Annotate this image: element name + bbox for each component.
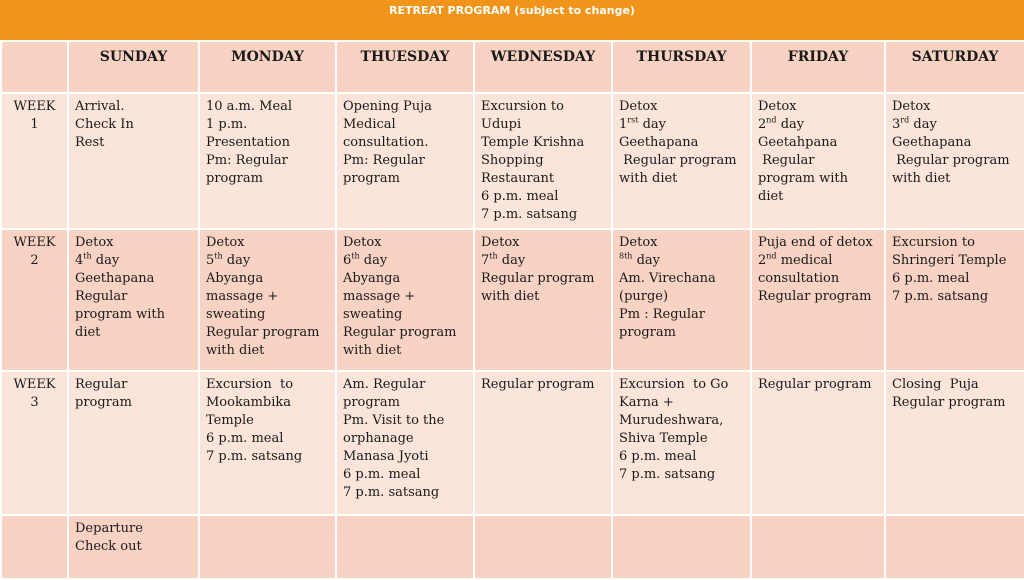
superscript: th bbox=[351, 251, 360, 261]
cell-text: Regular program bbox=[343, 325, 457, 340]
cell-line bbox=[619, 394, 744, 412]
superscript: nd bbox=[766, 115, 777, 125]
cell-text: Departure bbox=[75, 521, 143, 536]
cell-line bbox=[343, 324, 467, 342]
cell-line bbox=[343, 288, 467, 306]
cell-line bbox=[75, 234, 192, 252]
cell-line bbox=[206, 288, 329, 306]
schedule-cell bbox=[612, 515, 751, 579]
cell-line bbox=[206, 430, 329, 448]
cell-text: 6 p.m. meal bbox=[206, 431, 284, 446]
cell-line bbox=[343, 412, 467, 430]
cell-text: Udupi bbox=[481, 117, 522, 132]
cell-text: Regular program bbox=[892, 395, 1006, 410]
cell-text: with diet bbox=[481, 289, 540, 304]
cell-line bbox=[619, 376, 744, 394]
schedule-cell bbox=[885, 229, 1024, 371]
cell-line bbox=[481, 134, 605, 152]
cell-text: with diet bbox=[619, 171, 678, 186]
cell-line bbox=[481, 376, 605, 394]
cell-line bbox=[619, 270, 744, 288]
schedule-cell bbox=[336, 515, 474, 579]
cell-text: (purge) bbox=[619, 289, 669, 304]
cell-text: sweating bbox=[343, 307, 403, 322]
cell-line bbox=[206, 116, 329, 134]
cell-line bbox=[619, 448, 744, 466]
cell-line bbox=[619, 324, 744, 342]
cell-text: Regular program bbox=[892, 153, 1010, 168]
cell-text: day bbox=[638, 117, 666, 132]
cell-text: Restaurant bbox=[481, 171, 555, 186]
cell-line bbox=[206, 234, 329, 252]
cell-text: Detox bbox=[619, 99, 658, 114]
cell-line bbox=[206, 412, 329, 430]
cell-text: day bbox=[222, 253, 251, 268]
cell-text: Shiva Temple bbox=[619, 431, 708, 446]
cell-line bbox=[343, 270, 467, 288]
cell-line bbox=[343, 466, 467, 484]
day-header: SATURDAY bbox=[885, 41, 1024, 93]
cell-text: Detox bbox=[619, 235, 658, 250]
cell-text: Puja end of detox bbox=[758, 235, 873, 250]
cell-line bbox=[892, 234, 1018, 252]
cell-line bbox=[75, 394, 192, 412]
cell-text: Detox bbox=[343, 235, 382, 250]
cell-line bbox=[206, 306, 329, 324]
cell-text: Closing Puja bbox=[892, 377, 979, 392]
cell-text: 7 p.m. satsang bbox=[343, 485, 440, 500]
cell-text: 6 p.m. meal bbox=[619, 449, 697, 464]
week-row bbox=[1, 371, 1024, 515]
cell-text: 3 bbox=[892, 117, 901, 132]
cell-text: Pm: Regular bbox=[206, 153, 288, 168]
day-header: SUNDAY bbox=[68, 41, 199, 93]
cell-text: 6 bbox=[343, 253, 352, 268]
schedule-cell bbox=[751, 93, 885, 229]
cell-line bbox=[758, 98, 878, 116]
schedule-cell bbox=[612, 93, 751, 229]
cell-text: Geethapana bbox=[75, 271, 155, 286]
cell-line bbox=[892, 288, 1018, 306]
cell-line bbox=[481, 288, 605, 306]
cell-text: Rest bbox=[75, 135, 105, 150]
cell-line bbox=[75, 306, 192, 324]
week-row bbox=[1, 229, 1024, 371]
cell-text: program bbox=[619, 325, 676, 340]
schedule-cell bbox=[885, 515, 1024, 579]
cell-text: Regular bbox=[758, 153, 815, 168]
cell-text: massage + bbox=[206, 289, 279, 304]
cell-line bbox=[758, 234, 878, 252]
schedule-table bbox=[0, 40, 1024, 580]
cell-line bbox=[619, 234, 744, 252]
cell-line bbox=[758, 116, 878, 134]
cell-line bbox=[481, 252, 605, 270]
week-label-line: 1 bbox=[30, 117, 39, 132]
cell-text: with diet bbox=[892, 171, 951, 186]
cell-text: day bbox=[909, 117, 937, 132]
schedule-cell bbox=[68, 229, 199, 371]
cell-text: diet bbox=[75, 325, 101, 340]
cell-text: Shringeri Temple bbox=[892, 253, 1007, 268]
day-header: THURSDAY bbox=[612, 41, 751, 93]
superscript: th bbox=[214, 251, 223, 261]
cell-text: Excursion to bbox=[206, 377, 294, 392]
schedule-cell bbox=[199, 371, 336, 515]
cell-line bbox=[481, 234, 605, 252]
cell-line bbox=[75, 116, 192, 134]
cell-line bbox=[206, 376, 329, 394]
cell-text: day bbox=[91, 253, 120, 268]
schedule-cell bbox=[336, 229, 474, 371]
cell-text: Temple Krishna bbox=[481, 135, 585, 150]
cell-text: consultation. bbox=[343, 135, 429, 150]
cell-line bbox=[206, 152, 329, 170]
cell-line bbox=[619, 466, 744, 484]
cell-text: with diet bbox=[206, 343, 265, 358]
cell-text: Am. Regular bbox=[343, 377, 426, 392]
cell-line bbox=[892, 394, 1018, 412]
cell-text: Karna + bbox=[619, 395, 674, 410]
cell-text: Detox bbox=[481, 235, 520, 250]
superscript: th bbox=[83, 251, 92, 261]
cell-line bbox=[206, 252, 329, 270]
corner-cell bbox=[1, 41, 68, 93]
cell-text: program with bbox=[758, 171, 848, 186]
week-label bbox=[1, 229, 68, 371]
schedule-cell bbox=[68, 93, 199, 229]
cell-text: 6 p.m. meal bbox=[892, 271, 970, 286]
cell-text: 6 p.m. meal bbox=[343, 467, 421, 482]
cell-text: 1 p.m. bbox=[206, 117, 248, 132]
cell-text: Medical bbox=[343, 117, 396, 132]
cell-line bbox=[75, 376, 192, 394]
cell-text: Regular bbox=[75, 289, 128, 304]
cell-line bbox=[619, 134, 744, 152]
cell-text: Pm: Regular bbox=[343, 153, 425, 168]
cell-text: program with bbox=[75, 307, 165, 322]
cell-text: 6 p.m. meal bbox=[481, 189, 559, 204]
cell-line bbox=[75, 324, 192, 342]
cell-line bbox=[481, 170, 605, 188]
cell-line bbox=[75, 288, 192, 306]
cell-line bbox=[206, 342, 329, 360]
cell-line bbox=[619, 252, 744, 270]
cell-text: Detox bbox=[758, 99, 797, 114]
cell-line bbox=[619, 116, 744, 134]
cell-line bbox=[75, 270, 192, 288]
week-row bbox=[1, 93, 1024, 229]
cell-line bbox=[206, 448, 329, 466]
cell-line bbox=[343, 152, 467, 170]
cell-text: massage + bbox=[343, 289, 416, 304]
cell-text: Manasa Jyoti bbox=[343, 449, 429, 464]
week-label bbox=[1, 93, 68, 229]
cell-text: Regular program bbox=[619, 153, 737, 168]
schedule-cell bbox=[612, 371, 751, 515]
program-title: RETREAT PROGRAM (subject to change) bbox=[0, 0, 1024, 40]
cell-line bbox=[892, 116, 1018, 134]
cell-line bbox=[343, 98, 467, 116]
day-header: WEDNESDAY bbox=[474, 41, 612, 93]
cell-line bbox=[892, 252, 1018, 270]
cell-line bbox=[758, 170, 878, 188]
cell-text: 7 bbox=[481, 253, 490, 268]
cell-line bbox=[75, 538, 192, 556]
cell-line bbox=[481, 270, 605, 288]
cell-text: Geethapana bbox=[619, 135, 699, 150]
cell-line bbox=[343, 394, 467, 412]
cell-line bbox=[892, 152, 1018, 170]
cell-line bbox=[619, 288, 744, 306]
cell-text: sweating bbox=[206, 307, 266, 322]
cell-text: Murudeshwara, bbox=[619, 413, 724, 428]
cell-text: Detox bbox=[892, 99, 931, 114]
schedule-cell bbox=[751, 371, 885, 515]
cell-text: Detox bbox=[206, 235, 245, 250]
cell-text: 10 a.m. Meal bbox=[206, 99, 293, 114]
cell-line bbox=[75, 252, 192, 270]
header-row bbox=[1, 41, 1024, 93]
cell-text: Check In bbox=[75, 117, 134, 132]
cell-text: Arrival. bbox=[75, 99, 125, 114]
cell-text: orphanage bbox=[343, 431, 414, 446]
cell-text: 7 p.m. satsang bbox=[206, 449, 303, 464]
cell-line bbox=[343, 342, 467, 360]
week-label-line: 3 bbox=[30, 395, 39, 410]
day-header: FRIDAY bbox=[751, 41, 885, 93]
schedule-cell bbox=[199, 515, 336, 579]
cell-line bbox=[619, 98, 744, 116]
cell-line bbox=[343, 430, 467, 448]
cell-line bbox=[343, 134, 467, 152]
cell-text: medical bbox=[776, 253, 833, 268]
cell-text: Geethapana bbox=[892, 135, 972, 150]
cell-line bbox=[892, 98, 1018, 116]
cell-line bbox=[892, 270, 1018, 288]
cell-line bbox=[892, 376, 1018, 394]
cell-text: Geetahpana bbox=[758, 135, 838, 150]
cell-text: Regular program bbox=[758, 289, 872, 304]
cell-text: day bbox=[632, 253, 661, 268]
cell-text: Regular program bbox=[206, 325, 320, 340]
cell-text: 1 bbox=[619, 117, 628, 132]
cell-text: 4 bbox=[75, 253, 84, 268]
cell-line bbox=[343, 448, 467, 466]
schedule-cell bbox=[68, 371, 199, 515]
schedule-cell bbox=[336, 371, 474, 515]
cell-line bbox=[343, 252, 467, 270]
cell-line bbox=[758, 252, 878, 270]
cell-text: program bbox=[75, 395, 132, 410]
cell-line bbox=[481, 116, 605, 134]
schedule-cell bbox=[751, 515, 885, 579]
cell-text: Regular program bbox=[481, 271, 595, 286]
cell-text: program bbox=[343, 171, 400, 186]
schedule-cell bbox=[474, 515, 612, 579]
cell-line bbox=[75, 134, 192, 152]
cell-line bbox=[206, 134, 329, 152]
schedule-cell bbox=[68, 515, 199, 579]
superscript: nd bbox=[766, 251, 777, 261]
cell-text: Mookambika bbox=[206, 395, 292, 410]
cell-line bbox=[343, 484, 467, 502]
cell-text: Detox bbox=[75, 235, 114, 250]
week-label-line: WEEK bbox=[13, 99, 56, 114]
cell-line bbox=[481, 206, 605, 224]
cell-line bbox=[758, 152, 878, 170]
day-header: THUESDAY bbox=[336, 41, 474, 93]
cell-line bbox=[758, 134, 878, 152]
cell-line bbox=[206, 324, 329, 342]
week-label bbox=[1, 371, 68, 515]
cell-line bbox=[343, 376, 467, 394]
cell-text: Regular program bbox=[481, 377, 595, 392]
cell-text: Opening Puja bbox=[343, 99, 432, 114]
cell-text: 5 bbox=[206, 253, 215, 268]
cell-line bbox=[206, 394, 329, 412]
cell-line bbox=[619, 430, 744, 448]
schedule-cell bbox=[199, 229, 336, 371]
cell-text: 2 bbox=[758, 117, 767, 132]
cell-text: Check out bbox=[75, 539, 142, 554]
superscript: th bbox=[489, 251, 498, 261]
cell-text: Excursion to Go bbox=[619, 377, 729, 392]
schedule-cell bbox=[474, 93, 612, 229]
cell-line bbox=[481, 98, 605, 116]
cell-text: Regular bbox=[75, 377, 128, 392]
cell-text: Temple bbox=[206, 413, 254, 428]
cell-text: Excursion to bbox=[481, 99, 564, 114]
cell-text: diet bbox=[758, 189, 784, 204]
cell-text: day bbox=[776, 117, 805, 132]
cell-text: day bbox=[497, 253, 526, 268]
cell-line bbox=[206, 170, 329, 188]
cell-line bbox=[619, 152, 744, 170]
cell-line bbox=[206, 98, 329, 116]
schedule-cell bbox=[612, 229, 751, 371]
cell-line bbox=[206, 270, 329, 288]
schedule-cell bbox=[336, 93, 474, 229]
cell-text: 7 p.m. satsang bbox=[619, 467, 716, 482]
schedule-cell bbox=[885, 371, 1024, 515]
cell-text: Am. Virechana bbox=[619, 271, 716, 286]
cell-text: consultation bbox=[758, 271, 840, 286]
cell-line bbox=[343, 116, 467, 134]
superscript: 8th bbox=[619, 251, 633, 261]
cell-line bbox=[343, 306, 467, 324]
cell-text: program bbox=[343, 395, 400, 410]
cell-line bbox=[75, 520, 192, 538]
cell-text: 2 bbox=[758, 253, 767, 268]
cell-line bbox=[758, 288, 878, 306]
cell-text: Pm : Regular bbox=[619, 307, 706, 322]
schedule-cell bbox=[474, 229, 612, 371]
schedule-cell bbox=[474, 371, 612, 515]
cell-text: program bbox=[206, 171, 263, 186]
cell-text: Presentation bbox=[206, 135, 290, 150]
cell-line bbox=[892, 134, 1018, 152]
week-label-line: WEEK bbox=[13, 235, 56, 250]
cell-line bbox=[619, 412, 744, 430]
schedule-cell bbox=[751, 229, 885, 371]
cell-text: Regular program bbox=[758, 377, 872, 392]
cell-text: with diet bbox=[343, 343, 402, 358]
cell-line bbox=[892, 170, 1018, 188]
cell-line bbox=[481, 188, 605, 206]
cell-line bbox=[343, 234, 467, 252]
week-row bbox=[1, 515, 1024, 579]
cell-text: Pm. Visit to the bbox=[343, 413, 445, 428]
superscript: rst bbox=[627, 115, 639, 125]
day-header: MONDAY bbox=[199, 41, 336, 93]
cell-line bbox=[75, 98, 192, 116]
cell-text: Shopping bbox=[481, 153, 544, 168]
cell-line bbox=[619, 306, 744, 324]
cell-line bbox=[343, 170, 467, 188]
cell-line bbox=[758, 270, 878, 288]
cell-line bbox=[619, 170, 744, 188]
cell-text: day bbox=[359, 253, 388, 268]
cell-text: Abyanga bbox=[343, 271, 401, 286]
week-label bbox=[1, 515, 68, 579]
schedule-cell bbox=[199, 93, 336, 229]
week-label-line: 2 bbox=[30, 253, 39, 268]
cell-text: 7 p.m. satsang bbox=[481, 207, 578, 222]
cell-text: Abyanga bbox=[206, 271, 264, 286]
cell-text: 7 p.m. satsang bbox=[892, 289, 989, 304]
superscript: rd bbox=[900, 115, 910, 125]
schedule-cell bbox=[885, 93, 1024, 229]
cell-line bbox=[758, 188, 878, 206]
cell-text: Excursion to bbox=[892, 235, 975, 250]
week-label-line: WEEK bbox=[13, 377, 56, 392]
cell-line bbox=[758, 376, 878, 394]
cell-line bbox=[481, 152, 605, 170]
